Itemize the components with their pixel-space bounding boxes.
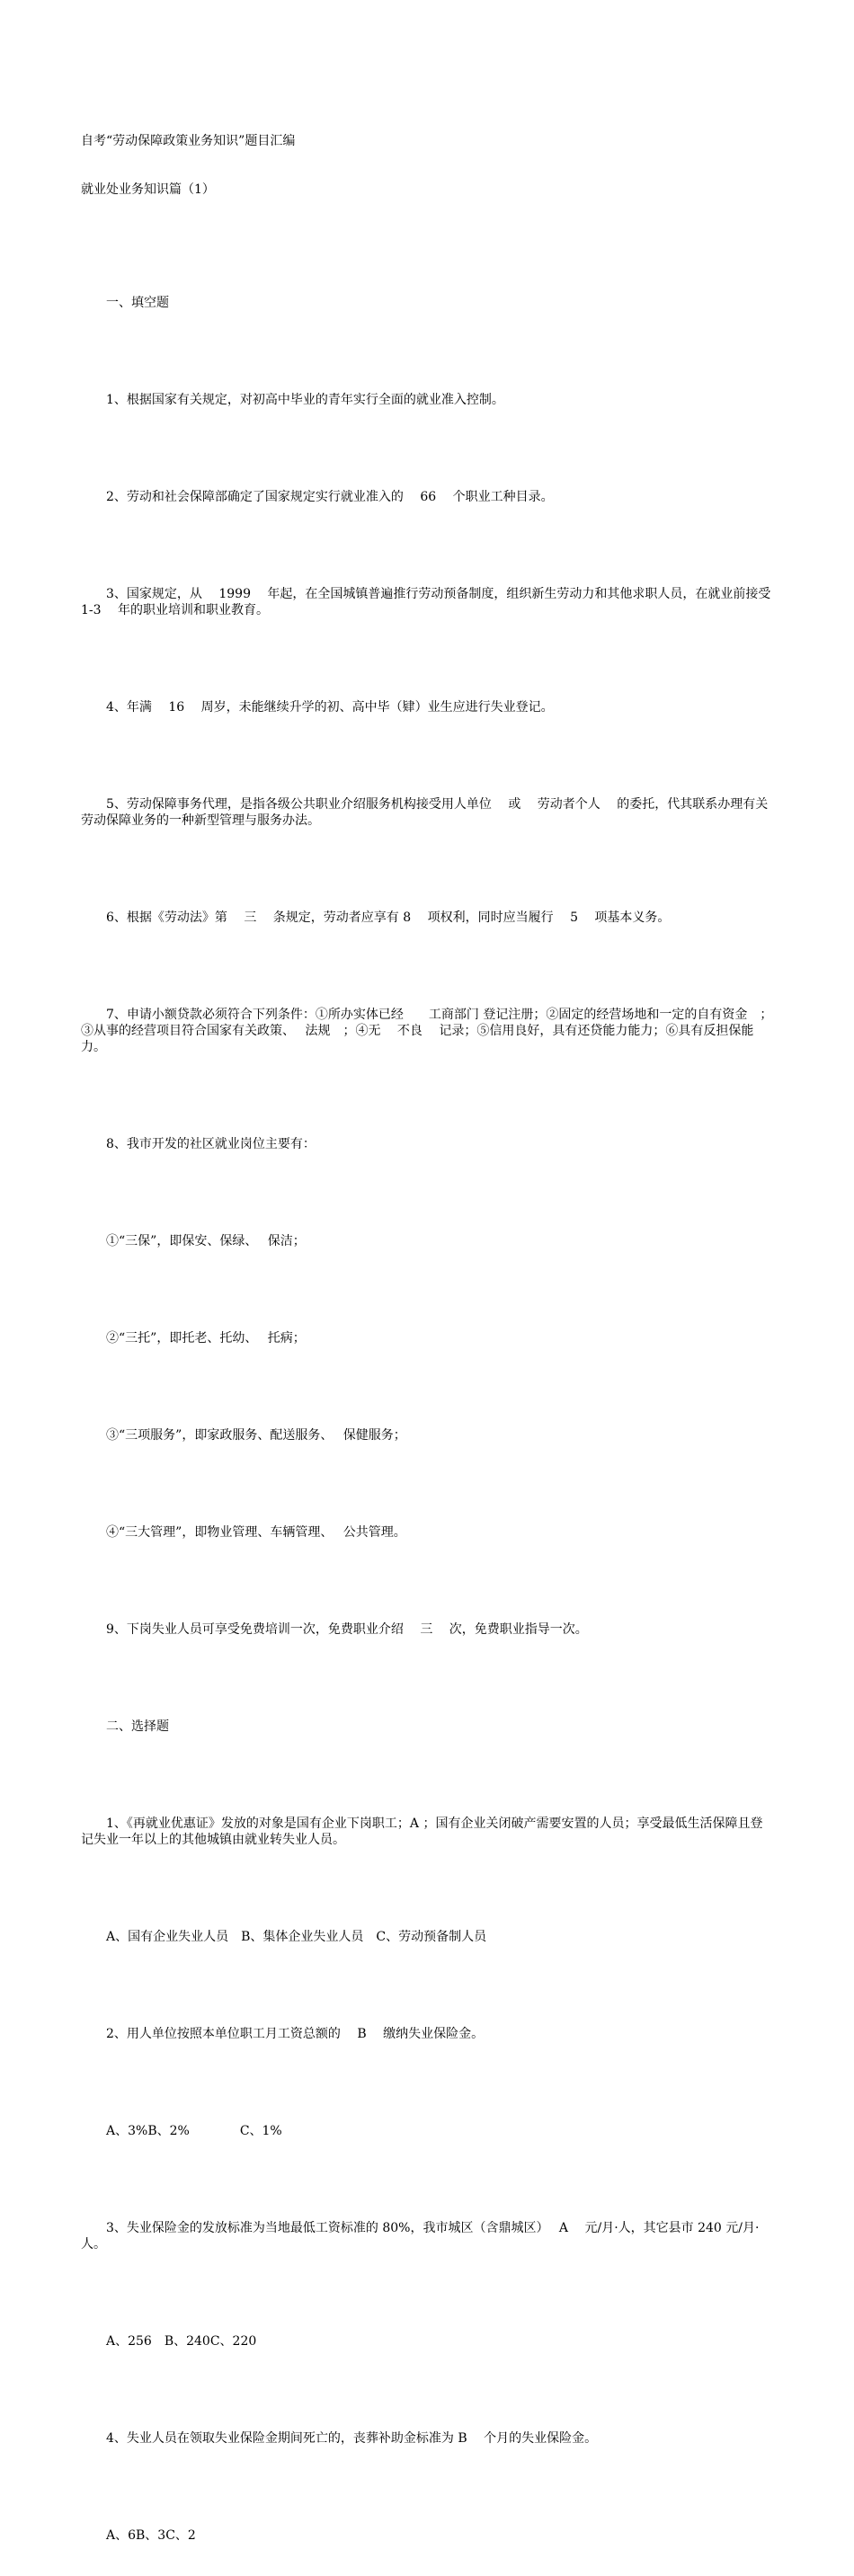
question-paragraph: 1、《再就业优惠证》发放的对象是国有企业下岗职工；A ；国有企业关闭破产需要安置的人员；享受最低生活保障且登记失业一年以上的其他城镇由就业转失业人员。 <box>81 1817 763 1847</box>
list-item: ②“三托”，即托老、托幼、 托病； <box>106 1331 306 1346</box>
question-paragraph: 7、申请小额贷款必须符合下列条件：①所办实体已经 工商部门 登记注册；②固定的经营场地和一定的自有资金 ；③从事的经营项目符合国家有关政策、 法规 ；④无 不良 记录；⑤信用良好，具有还贷能力能力；⑥具有反担保能力。 <box>81 1008 773 1054</box>
list-item: ④“三大管理”，即物业管理、车辆管理、 公共管理。 <box>106 1525 406 1540</box>
document-title: 自考“劳动保障政策业务知识”题目汇编 <box>81 134 296 148</box>
document-subtitle: 就业处业务知识篇（1） <box>81 182 215 197</box>
question-paragraph: 1、根据国家有关规定，对初高中毕业的青年实行全面的就业准入控制。 <box>106 393 504 407</box>
question-paragraph: 3、国家规定，从 1999 年起，在全国城镇普遍推行劳动预备制度，组织新生劳动力和其他求职人员，在就业前接受 1-3 年的职业培训和职业教育。 <box>81 587 784 617</box>
question-paragraph: 5、劳动保障事务代理，是指各级公共职业介绍服务机构接受用人单位 或 劳动者个人 的委托，代其联系办理有关劳动保障业务的一种新型管理与服务办法。 <box>81 797 769 828</box>
question-paragraph: 6、根据《劳动法》第 三 条规定，劳动者应享有 8 项权利，同时应当履行 5 项基本义务。 <box>106 910 671 925</box>
question-paragraph: 3、失业保险金的发放标准为当地最低工资标准的 80%，我市城区（含鼎城区） A 元/月·人，其它县市 240 元/月·人。 <box>81 2221 760 2252</box>
section-heading-fill-blank: 一、填空题 <box>106 296 169 310</box>
answer-options: A、3%B、2% C、1% <box>106 2124 282 2138</box>
question-paragraph: 2、用人单位按照本单位职工月工资总额的 B 缴纳失业保险金。 <box>106 2027 485 2041</box>
answer-options: A、国有企业失业人员 B、集体企业失业人员 C、劳动预备制人员 <box>106 1930 487 1944</box>
question-paragraph: 9、下岗失业人员可享受免费培训一次，免费职业介绍 三 次，免费职业指导一次。 <box>106 1622 588 1637</box>
answer-options: A、256 B、240C、220 <box>106 2334 257 2349</box>
section-heading-choice: 二、选择题 <box>106 1719 169 1734</box>
question-paragraph: 2、劳动和社会保障部确定了国家规定实行就业准入的 66 个职业工种目录。 <box>106 490 554 504</box>
list-item: ①“三保”，即保安、保绿、 保洁； <box>106 1234 306 1248</box>
question-paragraph: 8、我市开发的社区就业岗位主要有： <box>106 1137 316 1151</box>
question-paragraph: 4、失业人员在领取失业保险金期间死亡的，丧葬补助金标准为 B 个月的失业保险金。 <box>106 2431 598 2446</box>
spacer <box>81 230 775 246</box>
answer-options: A、6B、3C、2 <box>106 2528 196 2543</box>
document-body <box>81 101 784 2576</box>
question-paragraph: 4、年满 16 周岁，未能继续升学的初、高中毕（肄）业生应进行失业登记。 <box>106 700 554 715</box>
list-item: ③“三项服务”，即家政服务、配送服务、 保健服务； <box>106 1428 406 1443</box>
